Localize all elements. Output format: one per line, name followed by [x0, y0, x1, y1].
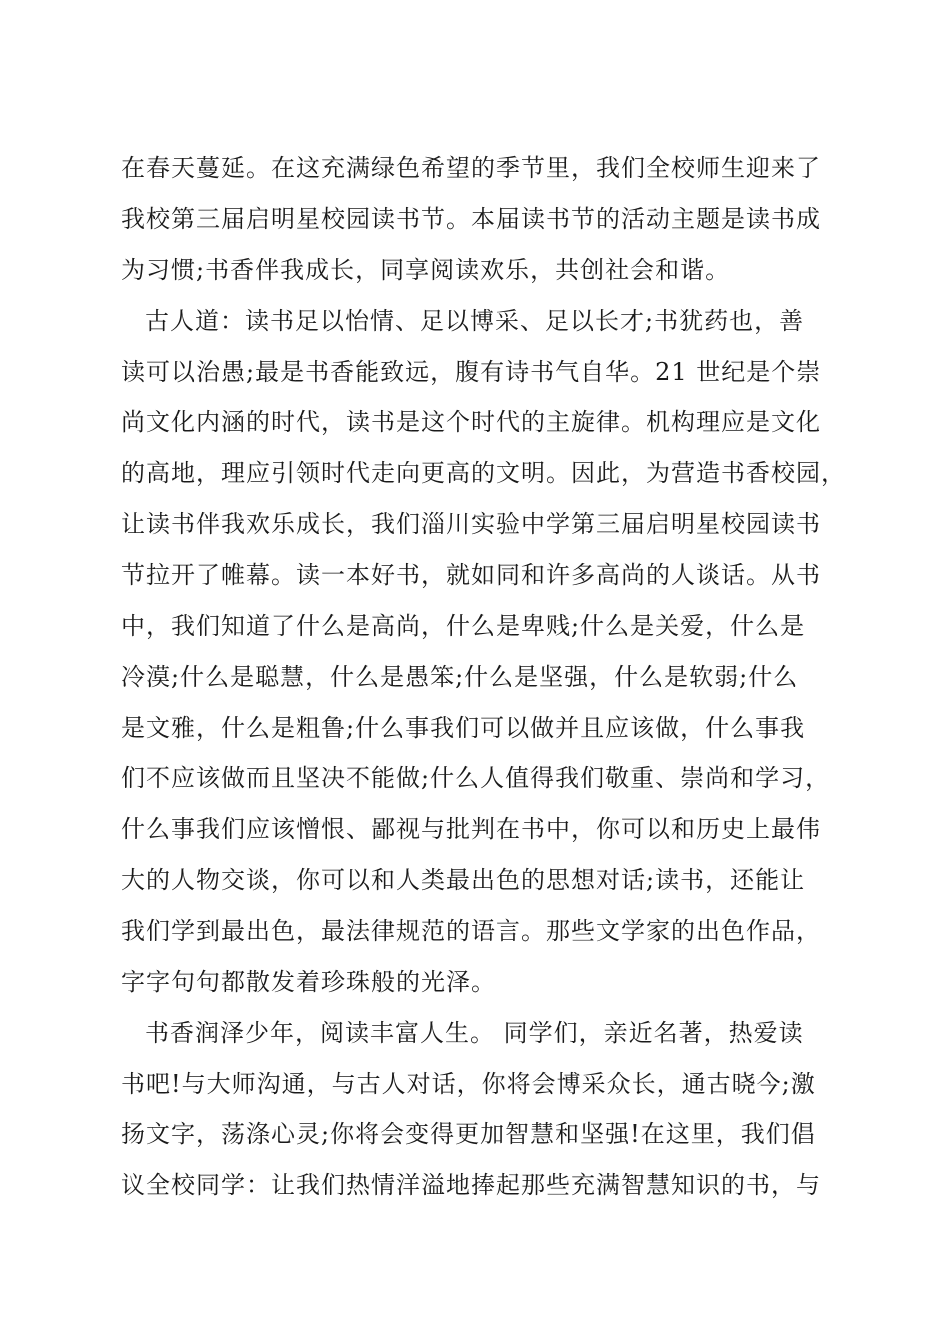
- text-line: 读可以治愚;最是书香能致远，腹有诗书气自华。21 世纪是个崇: [121, 358, 822, 386]
- text-line: 在春天蔓延。在这充满绿色希望的季节里，我们全校师生迎来了: [121, 154, 821, 182]
- text-line: 中，我们知道了什么是高尚，什么是卑贱;什么是关爱，什么是: [121, 612, 806, 640]
- text-line: 古人道：读书足以怡情、足以博采、足以长才;书犹药也，善: [145, 307, 805, 335]
- text-line: 扬文字，荡涤心灵;你将会变得更加智慧和坚强!在这里，我们倡: [121, 1120, 816, 1148]
- text-line: 我们学到最出色，最法律规范的语言。那些文学家的出色作品，: [121, 917, 821, 945]
- text-line: 字字句句都散发着珍珠般的光泽。: [121, 968, 496, 996]
- text-line: 的高地，理应引领时代走向更高的文明。因此，为营造书香校园，: [121, 459, 846, 487]
- text-line: 书香润泽少年，阅读丰富人生。 同学们，亲近名著，热爱读: [145, 1019, 804, 1047]
- text-line: 是文雅，什么是粗鲁;什么事我们可以做并且应该做，什么事我: [121, 714, 806, 742]
- text-line: 冷漠;什么是聪慧，什么是愚笨;什么是坚强，什么是软弱;什么: [121, 663, 799, 691]
- text-line: 什么事我们应该憎恨、鄙视与批判在书中，你可以和历史上最伟: [121, 815, 821, 843]
- text-line: 让读书伴我欢乐成长，我们淄川实验中学第三届启明星校园读书: [121, 510, 821, 538]
- text-line: 们不应该做而且坚决不能做;什么人值得我们敬重、崇尚和学习，: [121, 764, 831, 792]
- text-line: 为习惯;书香伴我成长，同享阅读欢乐，共创社会和谐。: [121, 256, 731, 284]
- text-line: 议全校同学：让我们热情洋溢地捧起那些充满智慧知识的书，与: [121, 1171, 821, 1199]
- text-line: 节拉开了帷幕。读一本好书，就如同和许多高尚的人谈话。从书: [121, 561, 821, 589]
- text-line: 尚文化内涵的时代，读书是这个时代的主旋律。机构理应是文化: [121, 408, 821, 436]
- text-line: 大的人物交谈，你可以和人类最出色的思想对话;读书，还能让: [121, 866, 806, 894]
- text-line: 我校第三届启明星校园读书节。本届读书节的活动主题是读书成: [121, 205, 821, 233]
- text-line: 书吧!与大师沟通，与古人对话，你将会博采众长，通古晓今;激: [121, 1070, 816, 1098]
